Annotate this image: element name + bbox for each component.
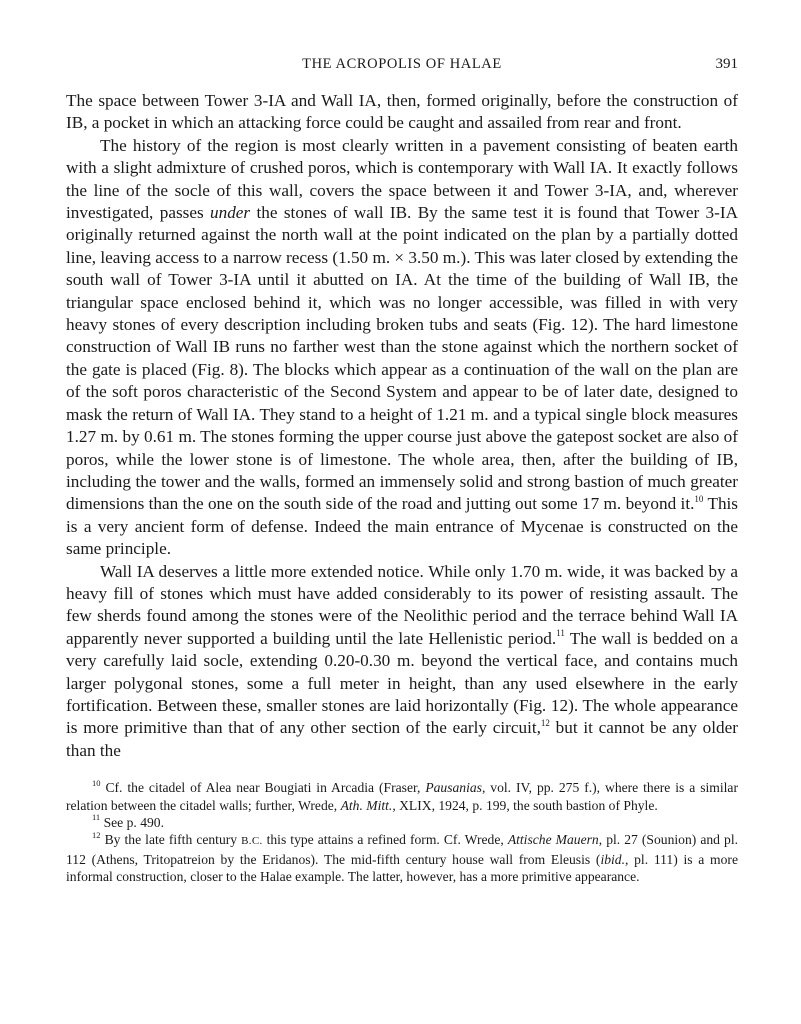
paragraph-3 — [66, 561, 738, 763]
footnote-12 — [66, 831, 738, 885]
running-title: THE ACROPOLIS OF HALAE — [302, 56, 502, 72]
footnote-12-em-1: Attische Mauern — [507, 832, 599, 848]
paragraph-3-text-b: The wall is bedded on a very carefully laid socle, extending 0.20-0.30 m. beyond the vertical face, and contains much larger polygonal stones, some a full meter in height, than any used elsewhere in the early fortification. Between these, smaller stones are laid horizontally (Fig. 12). The whole appearance is more primitive than that of any other section of the early circuit, — [66, 628, 738, 738]
footnote-10-text-b: , vol. IV, pp. 275 f.), where there is a similar relation between the citadel walls; further, Wrede, — [66, 780, 738, 813]
footnote-10-text-c: , XLIX, 1924, p. 199, the south bastion of Phyle. — [392, 797, 658, 813]
footnote-11-text: See p. 490. — [100, 815, 164, 830]
footnote-12-text-a: By the late fifth century — [100, 832, 242, 848]
body-text — [66, 90, 738, 762]
footnote-mark-11: 11 — [92, 812, 101, 823]
page — [66, 54, 738, 886]
emphasis-under: under — [210, 203, 251, 223]
paragraph-2 — [66, 135, 738, 561]
footnote-12-text-c: , pl. 27 (Sounion) and pl. 112 (Athens, Tritopatreion by the Eridanos). The mid-fifth century house wall from Eleusis ( — [66, 832, 738, 867]
paragraph-2-text-c: This is a very ancient form of defense. Indeed the main entrance of Mycenae is constructed on the same principle. — [66, 494, 738, 559]
footnote-12-text-d: , pl. 111) is a more informal construction, closer to the Halae example. The latter, however, has a more primitive appearance. — [66, 851, 738, 885]
paragraph-2-text-a: The history of the region is most clearly written in a pavement consisting of beaten earth with a slight admixture of crushed poros, which is contemporary with Wall IA. It exactly follows the line of the socle of this wall, covers the space between it and Tower 3-IA, and, wherever investigated, passes — [66, 135, 738, 223]
footnote-ref-12[interactable]: 12 — [540, 717, 550, 728]
paragraph-2-text-b: the stones of wall IB. By the same test it is found that Tower 3-IA originally returned against the north wall at the point indicated on the plan by a partially dotted line, leaving access to a narrow recess (1.50 m. × 3.50 m.). This was later closed by extending the south wall of Tower 3-IA until it abutted on IA. At the time of the building of Wall IB, the triangular space enclosed behind it, which was no longer accessible, was filled in with very heavy stones of every description including broken tubs and seats (Fig. 12). The hard limestone construction of Wall IB runs no farther west than the stone against which the northern socket of the gate is placed (Fig. 8). The blocks which appear as a continuation of the wall on the plan are of the soft poros characteristic of the Second System and appear to be of later date, designed to mask the return of Wall IA. They stand to a height of 1.21 m. and a typical single block measures 1.27 m. by 0.61 m. The stones forming the upper course just above the gatepost socket are also of poros, while the lower stone is of limestone. The whole area, then, after the building of IB, including the tower and the walls, formed an immensely solid and strong bastion of much greater dimensions than the one on the south side of the road and jutting out some 17 m. beyond it. — [66, 203, 738, 514]
footnote-mark-12: 12 — [92, 829, 101, 840]
footnote-10-em-1: Pausanias — [425, 780, 482, 796]
footnote-ref-11[interactable]: 11 — [556, 628, 565, 639]
footnote-12-text-b: this type attains a refined form. Cf. Wrede, — [262, 832, 508, 848]
footnotes — [66, 779, 738, 885]
paragraph-3-text-c: but it cannot be any older than the — [66, 718, 738, 760]
footnote-10 — [66, 779, 738, 814]
footnote-12-bc: B.C. — [241, 835, 263, 848]
footnote-ref-10[interactable]: 10 — [694, 493, 704, 504]
footnote-11 — [66, 814, 738, 831]
footnote-12-em-2: ibid. — [600, 851, 625, 867]
paragraph-1 — [66, 90, 738, 135]
footnote-10-em-2: Ath. Mitt. — [340, 797, 393, 813]
page-number: 391 — [715, 56, 738, 72]
page-header — [66, 54, 738, 80]
footnote-mark-10: 10 — [92, 777, 101, 788]
paragraph-3-text-a: Wall IA deserves a little more extended notice. While only 1.70 m. wide, it was backed by a heavy fill of stones which must have added considerably to its power of resisting assault. The few sherds found among the stones were of the Neolithic period and the terrace behind Wall IA apparently never supported a building until the late Hellenistic period. — [66, 561, 738, 648]
footnote-10-text-a: Cf. the citadel of Alea near Bougiati in Arcadia (Fraser, — [100, 780, 426, 796]
paragraph-1-text: The space between Tower 3-IA and Wall IA, then, formed originally, before the construction of IB, a pocket in which an attacking force could be caught and assailed from rear and front. — [66, 91, 738, 133]
